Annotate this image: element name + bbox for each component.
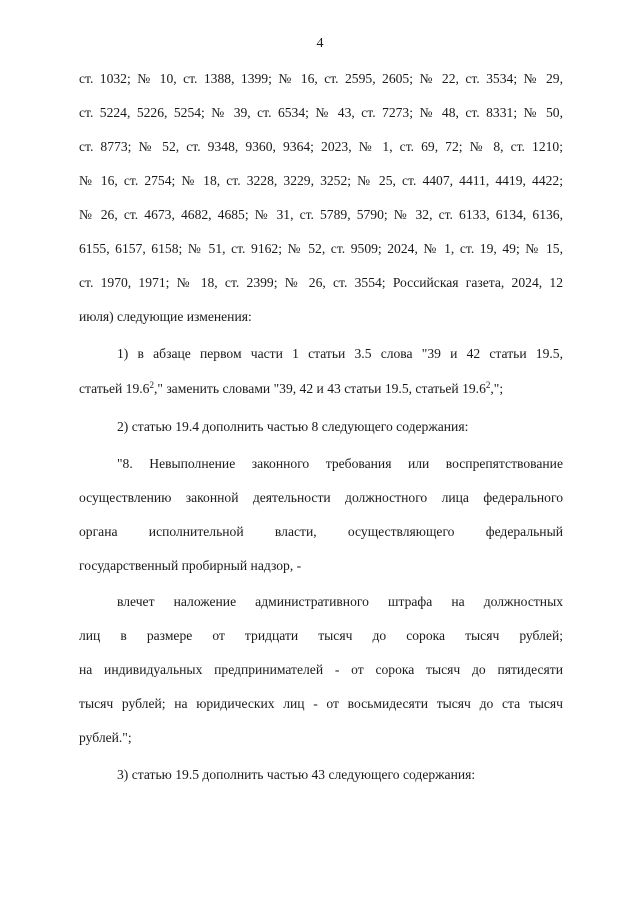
text-line: ст. 1032; № 10, ст. 1388, 1399; № 16, ст. 2595, 2605; № 22, ст. 3534; № 29, (79, 71, 563, 86)
text-line: органа исполнительной власти, осуществляющего федеральный (79, 524, 563, 539)
superscript: 2 (485, 380, 491, 390)
page-number: 4 (316, 36, 324, 51)
text-line: "8. Невыполнение законного требования или воспрепятствование (117, 456, 563, 471)
text-line: ст. 1970, 1971; № 18, ст. 2399; № 26, ст. 3554; Российская газета, 2024, 12 (79, 275, 563, 290)
text-line: лиц в размере от тридцати тысяч до сорока тысяч рублей; (79, 628, 563, 643)
text-fragment: ,"; (490, 381, 504, 396)
text-fragment: статьей 19.6 (79, 381, 150, 396)
text-line: 2) статью 19.4 дополнить частью 8 следующего содержания: (117, 419, 469, 434)
text-line: ст. 8773; № 52, ст. 9348, 9360, 9364; 2023, № 1, ст. 69, 72; № 8, ст. 1210; (79, 139, 563, 154)
text-line-with-superscript (79, 380, 563, 398)
text-line: рублей."; (79, 730, 132, 745)
text-line: 6155, 6157, 6158; № 51, ст. 9162; № 52, ст. 9509; 2024, № 1, ст. 19, 49; № 15, (79, 241, 563, 256)
text-line: июля) следующие изменения: (79, 309, 252, 324)
text-line: 3) статью 19.5 дополнить частью 43 следующего содержания: (117, 767, 476, 782)
superscript: 2 (149, 380, 154, 390)
text-line: государственный пробирный надзор, - (79, 558, 302, 573)
text-line: № 26, ст. 4673, 4682, 4685; № 31, ст. 5789, 5790; № 32, ст. 6133, 6134, 6136, (79, 207, 563, 222)
text-line: на индивидуальных предпринимателей - от сорока тысяч до пятидесяти (79, 662, 563, 677)
text-line: влечет наложение административного штрафа на должностных (117, 594, 563, 609)
text-line: осуществлению законной деятельности должностного лица федерального (79, 490, 563, 505)
text-line: тысяч рублей; на юридических лиц - от восьмидесяти тысяч до ста тысяч (79, 696, 563, 711)
text-fragment: ," заменить словами "39, 42 и 43 статьи 19.5, статьей 19.6 (153, 381, 486, 396)
text-line: 1) в абзаце первом части 1 статьи 3.5 слова "39 и 42 статьи 19.5, (117, 346, 563, 361)
text-line: ст. 5224, 5226, 5254; № 39, ст. 6534; № 43, ст. 7273; № 48, ст. 8331; № 50, (79, 105, 563, 120)
text-line: № 16, ст. 2754; № 18, ст. 3228, 3229, 3252; № 25, ст. 4407, 4411, 4419, 4422; (79, 173, 563, 188)
